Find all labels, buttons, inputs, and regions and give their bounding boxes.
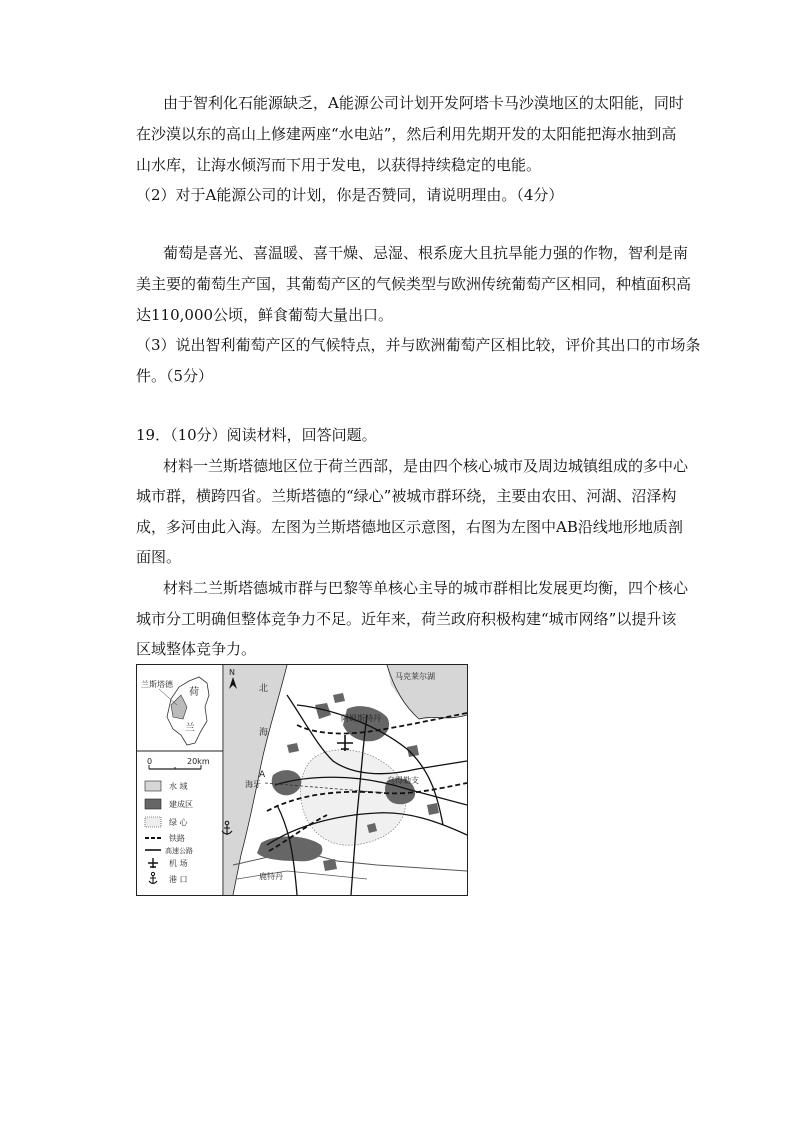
legend-swatch-water xyxy=(145,781,161,791)
point-a-label: A xyxy=(259,770,266,780)
text-line: 在沙漠以东的高山上修建两座“水电站”，然后利用先期开发的太阳能把海水抽到高 xyxy=(136,125,677,143)
legend-label-airport: 机 场 xyxy=(169,859,188,868)
material-2: 材料二兰斯塔德城市群与巴黎等单核心主导的城市群相比发展更均衡，四个核心 xyxy=(163,579,689,597)
city-label-amsterdam: 阿姆斯特丹 xyxy=(341,714,381,723)
scale-bar xyxy=(147,757,210,769)
legend-label-railway: 铁路 xyxy=(169,834,185,843)
randstad-map-svg xyxy=(137,665,467,895)
inset-country-2: 兰 xyxy=(185,723,195,734)
legend-swatch-builtup xyxy=(145,799,161,809)
scale-zero: 0 xyxy=(147,757,153,766)
inset-country-1: 荷 xyxy=(189,687,199,698)
legend xyxy=(145,781,193,884)
legend-label-greenheart: 绿 心 xyxy=(169,818,188,827)
sea-label-1: 北 xyxy=(259,684,269,694)
text-line: 成，多河由此入海。左图为兰斯塔德地区示意图，右图为左图中AB沿线地形地质剖 xyxy=(136,518,683,536)
inset-map xyxy=(141,677,209,745)
airport-icon xyxy=(337,735,353,751)
text-line: 城市群，横跨四省。兰斯塔德的“绿心”被城市群环绕，主要由农田、河湖、沼泽构 xyxy=(136,487,677,505)
north-label: N xyxy=(229,668,235,677)
question-3: （3）说出智利葡萄产区的气候特点，并与欧洲葡萄产区相比较，评价其出口的市场条 xyxy=(136,336,701,354)
city-label-hague: 海牙 xyxy=(245,780,261,789)
question-2: （2）对于A能源公司的计划，你是否赞同，请说明理由。（4分） xyxy=(136,186,564,204)
inset-label: 兰斯塔德 xyxy=(141,680,173,689)
text-line: 面图。 xyxy=(136,548,182,566)
anchor-icon xyxy=(149,872,157,884)
legend-label-highway: 高速公路 xyxy=(165,847,193,855)
legend-label-builtup: 建成区 xyxy=(169,800,193,809)
legend-swatch-greenheart xyxy=(145,817,161,827)
scale-distance: 20km xyxy=(187,757,210,766)
text-line: 由于智利化石能源缺乏，A能源公司计划开发阿塔卡马沙漠地区的太阳能，同时 xyxy=(163,94,684,112)
material-1: 材料一兰斯塔德地区位于荷兰西部，是由四个核心城市及周边城镇组成的多中心 xyxy=(163,457,689,475)
sea-label-2: 海 xyxy=(259,728,269,738)
airport-icon xyxy=(148,858,158,868)
legend-label-water: 水 域 xyxy=(169,782,188,791)
question-3-cont: 件。（5分） xyxy=(136,367,214,385)
lake-label: 马克莱尔湖 xyxy=(395,672,435,681)
text-line: 区域整体竞争力。 xyxy=(136,640,257,658)
city-label-rotterdam: 鹿特丹 xyxy=(259,872,283,881)
text-line: 山水库，让海水倾泻而下用于发电，以获得持续稳定的电能。 xyxy=(136,156,542,174)
text-line: 美主要的葡萄生产国，其葡萄产区的气候类型与欧洲传统葡萄产区相同，种植面积高 xyxy=(136,275,692,293)
legend-label-port: 港 口 xyxy=(169,875,188,884)
city-label-utrecht: 乌得勒支 xyxy=(387,776,419,785)
text-line: 城市分工明确但整体竞争力不足。近年来，荷兰政府积极构建“城市网络”以提升该 xyxy=(136,610,677,628)
question-19: 19．（10分）阅读材料，回答问题。 xyxy=(136,426,377,444)
randstad-map-figure xyxy=(136,664,468,896)
text-line: 葡萄是喜光、喜温暖、喜干燥、忌湿、根系庞大且抗旱能力强的作物，智利是南 xyxy=(163,244,689,262)
text-line: 达110,000公顷，鲜食葡萄大量出口。 xyxy=(136,306,394,324)
